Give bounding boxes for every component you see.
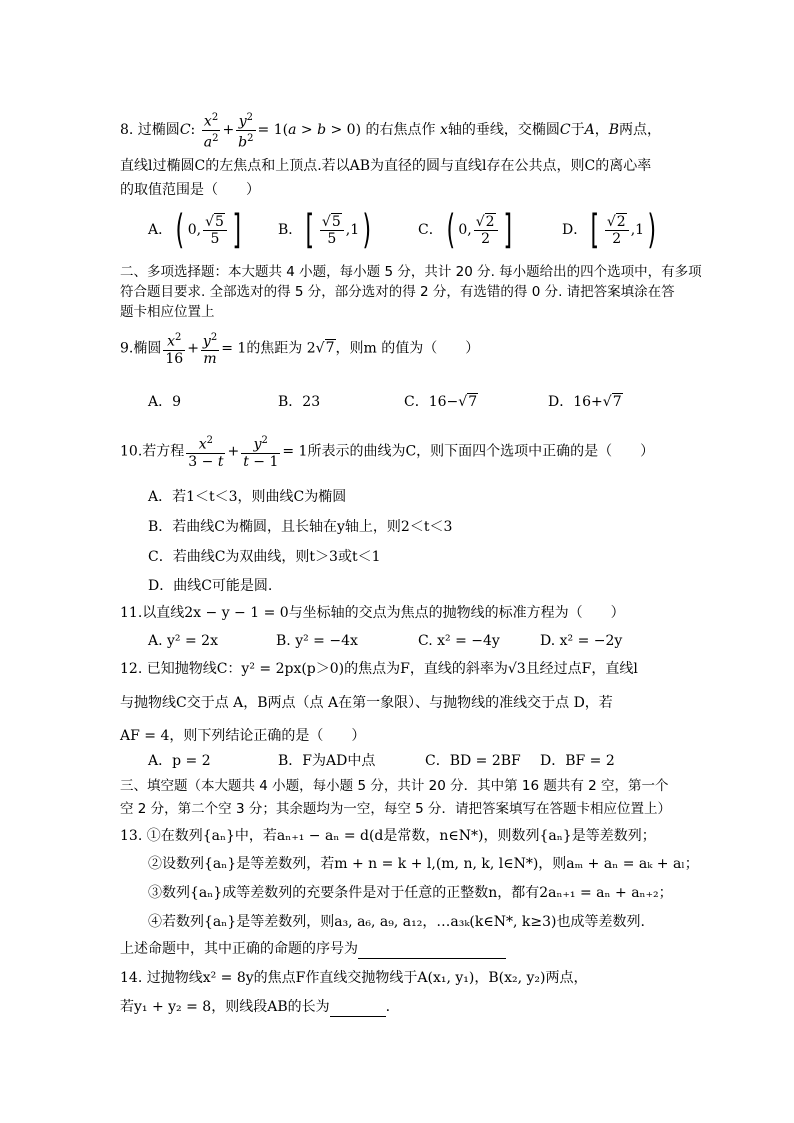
q9-option-b[interactable]: B．23 [278,394,321,410]
q9-option-a[interactable]: A．9 [148,394,182,410]
q12-line2: 与抛物线C交于点 A，B两点（点 A在第一象限）、与抛物线的准线交于点 D，若 [120,695,613,711]
q12-option-b[interactable]: B．F为AD中点 [278,753,376,769]
q9-suffix: 的焦距为 [246,340,303,357]
q8-text-a: 8. 过椭圆 [120,122,180,139]
q13-item-2: ②设数列{aₙ}是等差数列，若m + n = k + l,(m, n, k, l∈N*)，则aₘ + aₙ = aₖ + aₗ； [148,856,699,872]
q8-option-b[interactable]: B．[ $\frac{√5}{5}$ ,1) [278,207,372,253]
q8-frac-x: $\frac{x^2}{a^2}$ [203,112,219,151]
q14-line1: 14. 过抛物线x² = 8y的焦点F作直线交抛物线于A(x₁, y₁)，B(x₂, y₂)两点， [120,970,588,986]
q10-option-a[interactable]: A．若1＜t＜3，则曲线C为椭圆 [148,489,347,505]
q10-option-c[interactable]: C．若曲线C为双曲线，则t＞3或t＜1 [148,549,381,565]
q14-answer-blank[interactable] [330,998,386,1017]
q9-tail: ，则m 的值为（ ） [335,340,480,357]
q13-answer-blank[interactable] [358,940,506,959]
q8-line3: 的取值范围是（ ） [120,182,260,198]
q12-line3: AF = 4，则下列结论正确的是（ ） [120,728,366,744]
q11-option-d[interactable]: D. x² = −2y [540,633,623,649]
q8-option-a[interactable]: A．( 0, $\frac{√5}{5}$ ] [148,207,242,253]
q11-option-c[interactable]: C. x² = −4y [418,633,500,649]
q8-text-c: 轴的垂线，交椭圆 [447,122,560,139]
q9-option-d[interactable]: D．16+√7 [548,394,622,410]
section3-line2: 空 2 分，第二个空 3 分；其余题均为一空，每空 5 分．请把答案填写在答题卡相应位置上） [120,801,672,817]
q10-prefix: 10.若方程 [120,443,185,460]
q14-line2: 若y₁ + y₂ = 8，则线段AB的长为 . [120,999,391,1015]
q8-text-d: 于 [570,122,585,139]
q8-option-d[interactable]: D．[ $\frac{√2}{2}$ ,1) [562,207,657,253]
section2-line2: 符合题目要求. 全部选对的得 5 分，部分选对的得 2 分，有选错的得 0 分. 请把答案填涂在答 [120,284,675,300]
q8-frac-y: $\frac{y^2}{b^2}$ [238,112,254,151]
q9-prefix: 9.椭圆 [120,340,162,357]
section2-line3: 题卡相应位置上 [120,304,215,320]
q8-line1: 8. 过椭圆C: $\frac{x^2}{a^2}$ + $\frac{y^2}{b^2}$ = 1(a > b > 0) 的右焦点作 x轴的垂线，交椭圆C于A，B两点， [120,112,661,151]
q10-suffix: 所表示的曲线为C，则下面四个选项中正确的是（ ） [307,443,655,460]
q10-option-b[interactable]: B．若曲线C为椭圆，且长轴在y轴上，则2＜t＜3 [148,519,453,535]
q12-line1: 12. 已知抛物线C：y² = 2px(p＞0)的焦点为F，直线的斜率为√3且经过点F，直线l [120,661,638,677]
q8-line2: 直线l过椭圆C的左焦点和上顶点.若以AB为直径的圆与直线l存在公共点，则C的离心率 [120,158,652,174]
q11-line: 11.以直线2x − y − 1 = 0与坐标轴的交点为焦点的抛物线的标准方程为（ ） [120,605,625,621]
q11-option-a[interactable]: A. y² = 2x [148,633,218,649]
q9-option-c[interactable]: C．16−√7 [404,394,478,410]
q10-line: 10.若方程 $\frac{x^2}{3 - t}$ + $\frac{y^2}{t - 1}$ = 1所表示的曲线为C，则下面四个选项中正确的是（ ） [120,435,655,470]
section3-line1: 三、填空题（本大题共 4 小题，每小题 5 分，共计 20 分．其中第 16 题共有 2 空，第一个 [120,778,669,794]
section2-line1: 二、多项选择题：本大题共 4 小题，每小题 5 分，共计 20 分. 每小题给出的四个选项中，有多项 [120,264,702,280]
q12-option-c[interactable]: C．BD = 2BF [425,753,521,769]
q13-item-1: 13. ①在数列{aₙ}中，若aₙ₊₁ − aₙ = d(d是常数，n∈N*)，则数列{aₙ}是等差数列； [120,828,656,844]
q8-text-e: 两点， [619,122,661,139]
q13-item-3: ③数列{aₙ}成等差数列的充要条件是对于任意的正整数n，都有2aₙ₊₁ = aₙ + aₙ₊₂； [148,885,673,901]
q13-ask: 上述命题中，其中正确的命题的序号为 [120,940,506,959]
q12-option-a[interactable]: A．p = 2 [148,753,211,769]
q10-option-d[interactable]: D．曲线C可能是圆. [148,578,273,594]
q12-option-d[interactable]: D．BF = 2 [540,753,615,769]
q13-item-4: ④若数列{aₙ}是等差数列，则a₃, a₆, a₉, a₁₂，…a₃ₖ(k∈N*, k≥3)也成等差数列. [148,914,645,930]
q8-option-c[interactable]: C．( 0, $\frac{√2}{2}$ ] [418,207,512,253]
q9-line: 9.椭圆 $\frac{x^2}{16}$ + $\frac{y^2}{m}$ = 1的焦距为 2√7，则m 的值为（ ） [120,332,480,367]
q8-text-b: 的右焦点作 [365,122,436,139]
q11-option-b[interactable]: B. y² = −4x [276,633,358,649]
